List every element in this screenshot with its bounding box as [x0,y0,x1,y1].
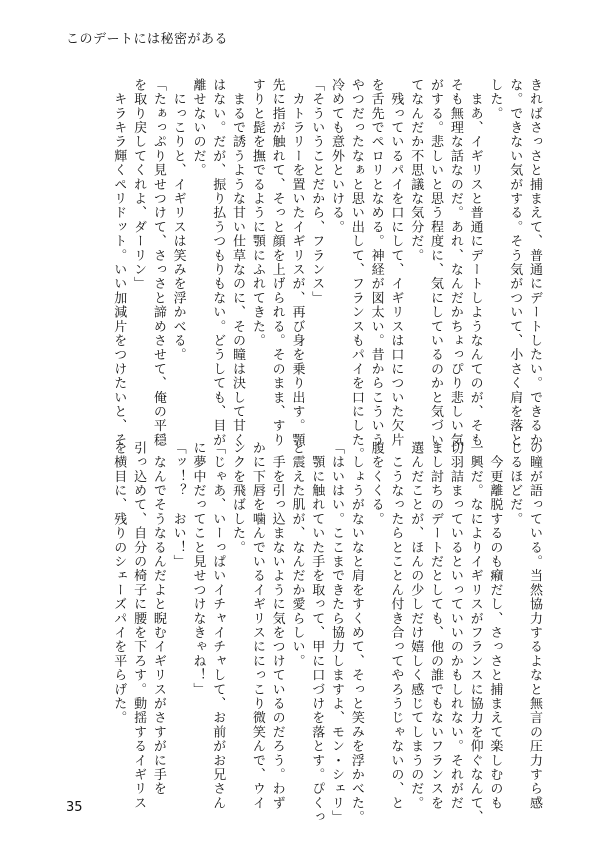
text-line: なんでそうなるんだよと睨むイギリスがさすがに手を [150,441,166,796]
text-line: 腹をくくる。 [368,441,384,527]
text-line: 離せないのだ。 [190,78,206,178]
text-line: 「はいはい。ここまできたら協力しますよ、モン・シェリ」 [329,441,345,825]
text-line: 引っ込めて、自分の椅子に腰を下ろす。動揺するイギリス [131,441,147,811]
running-title: このデートには秘密がある [66,32,229,47]
text-line: まあ、イギリスと普通にデートしようなんてのが、そも [467,78,483,448]
text-line: じるほどだ。 [507,441,523,527]
text-line: 残っているパイを口にして、イギリスは口についた欠片 [388,78,404,448]
text-line: 冷めても意外といける。 [329,78,345,235]
text-line: キラキラ輝くペリドット。いい加減片をつけたいと、そ [111,78,127,448]
text-line: まし討ちのデートだとしても、他の誰でもないフランスを [428,441,444,811]
text-line: にっこりと、イギリスは笑みを浮かべる。 [170,78,186,362]
text-line: 「ッ！？ おい！」 [170,441,186,569]
text-line: そも無理な話なのだ。あれ、なんだかちょっぴり悲しい気 [447,78,463,448]
text-line: ンクを飛ばした。 [230,441,246,555]
text-line: の瞳が語っている。当然協力するよなと無言の圧力すら感 [527,441,542,811]
text-line: した。 [487,78,503,121]
text-line: こうなったらとことん付き合ってやろうじゃないの、と [388,441,404,811]
text-line: 手を引っ込まないように気をつけているのだろう。わず [269,441,285,811]
text-line: きればさっさと捕まえて、普通にデートしたい。できるか [527,78,542,448]
text-line: 切羽詰まっているといっていいのかもしれない。それがだ [447,441,463,811]
lower-text-block [111,441,544,825]
text-line: を横目に、残りのシェーズパイを平らげた。 [111,441,127,725]
text-line: しょうがないなと肩をすくめて、そっと笑みを浮かべた。 [348,441,364,825]
text-line: に夢中だってこと見せつけなきゃね！」 [190,441,206,697]
text-line: 選んだことが、ほんの少しだけ嬉しく感じてしまうのだ。 [408,441,424,811]
text-line: 今更離脱するのも癪だし、さっさと捕まえて楽しむのも [487,441,503,811]
upper-text-block [111,78,544,462]
text-line: 「たぁっぷり見せつけて、さっさと諦めさせて、俺の平穏 [150,78,166,448]
page-number: 35 [66,800,83,815]
text-line: 「そういうことだから、フランス」 [309,78,325,306]
text-line: 先に指が触れて、そっと顔を上げられる。そのまま、すり [269,78,285,448]
text-line: 顎に触れていた手を取って、甲に口づけを落とす。ぴくっ [309,441,325,825]
text-line: と震えた肌が、なんだか愛らしい。 [289,441,305,669]
text-line: な。できない気がする。そう気がついて、小さく肩を落と [507,78,523,448]
text-line: がする。悲しいと思う程度に、気にしているのかと気づい [428,78,444,448]
text-line: てなんだか不思議な気分だ。 [408,78,424,263]
text-line: を舌先でペロリとなめる。神経が図太い。昔からこういう [368,78,384,448]
text-line: まるで誘うような甘い仕草なのに、その瞳は決して甘く [230,78,246,448]
text-line: カトラリーを置いたイギリスが、再び身を乗り出す。顎 [289,78,305,448]
text-line: すりと髭を撫でるように顎にふれてきた。 [249,78,265,348]
text-line: やつだったなぁと思い出して、フランスもパイを口にした。 [348,78,364,462]
text-line: を取り戻してくれよ、ダーリン」 [131,78,147,291]
text-line: 「じゃあ、いーっぱいイチャイチャして、お前がお兄さん [210,441,226,811]
text-line: かに下唇を噛んでいるイギリスににっこり微笑んで、ウイ [249,441,265,811]
text-line: 一興だ。なによりイギリスがフランスに協力を仰ぐなんて、 [467,441,483,825]
text-line: はない。だが、振り払うつもりもない。どうしても、目が [210,78,226,448]
